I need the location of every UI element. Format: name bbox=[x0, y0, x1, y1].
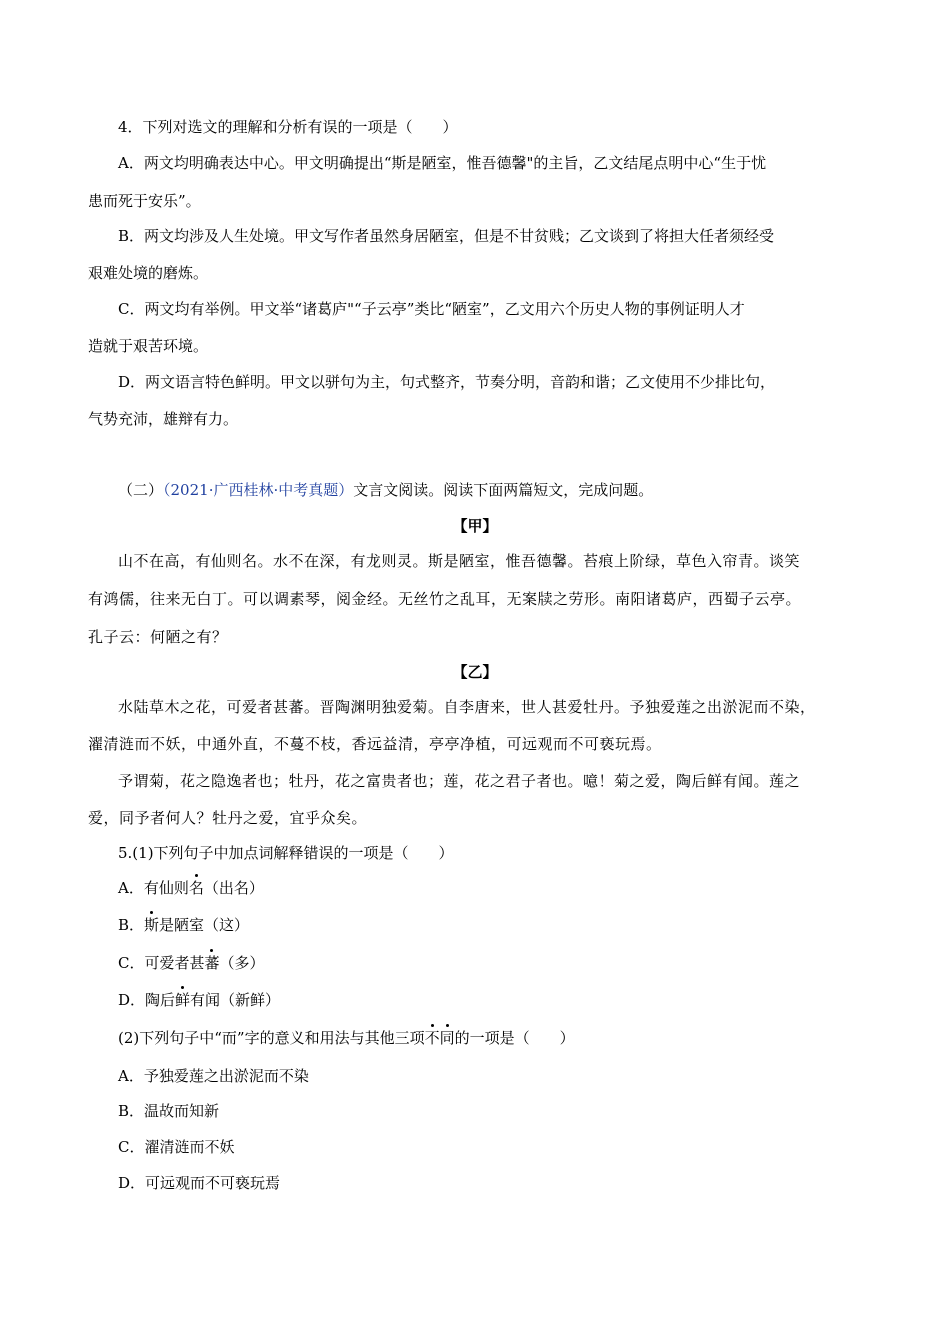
dotted-word: 同 bbox=[439, 1029, 455, 1047]
q5-option-c bbox=[118, 953, 265, 973]
q5-option-d bbox=[118, 990, 280, 1010]
passage-yi-line4: 爱，同予者何人？牡丹之爱，宜乎众矣。 bbox=[88, 809, 368, 827]
q5-part2-option-d: D．可远观而不可亵玩焉 bbox=[118, 1174, 281, 1192]
section-two-intro: 文言文阅读。阅读下面两篇短文，完成问题。 bbox=[353, 481, 654, 499]
q4-option-c-line1: C．两文均有举例。甲文举“诸葛庐"“子云亭”类比“陋室”，乙文用六个历史人物的事例证明人才 bbox=[118, 300, 745, 318]
q5-part2-text: (2)下列句子中“而”字的意义和用法与其他三项 bbox=[118, 1029, 425, 1047]
section-two-prefix: （二） bbox=[118, 481, 164, 499]
passage-yi-line1: 水陆草木之花，可爱者甚蕃。晋陶渊明独爱菊。自李唐来，世人甚爱牡丹。予独爱莲之出淤泥而不染， bbox=[118, 698, 816, 716]
q4-option-a-line1: A．两文均明确表达中心。甲文明确提出“斯是陋室，惟吾德馨"的主旨，乙文结尾点明中心“生于忧 bbox=[118, 154, 767, 172]
dotted-word: 鲜 bbox=[175, 991, 191, 1009]
q5-part1-stem: 5.(1)下列句子中加点词解释错误的一项是（ ） bbox=[118, 844, 454, 862]
q5-part2-option-b: B．温故而知新 bbox=[118, 1102, 220, 1120]
passage-yi-line3: 予谓菊，花之隐逸者也；牡丹，花之富贵者也；莲，花之君子者也。噫！菊之爱，陶后鲜有闻。莲之 bbox=[118, 772, 801, 790]
q4-option-b-line1: B．两文均涉及人生处境。甲文写作者虽然身居陋室，但是不甘贫贱；乙文谈到了将担大任者须经受 bbox=[118, 227, 775, 245]
dotted-word: 斯 bbox=[144, 916, 160, 934]
passage-yi-title: 【乙】 bbox=[452, 663, 498, 681]
source-citation: （2021·广西桂林·中考真题） bbox=[163, 481, 354, 499]
q5-c-text: C．可爱者甚 bbox=[118, 954, 205, 972]
q5-b-gloss: 是陋室（这） bbox=[159, 916, 250, 934]
q5-c-gloss: （多） bbox=[219, 954, 265, 972]
q4-stem: 4．下列对选文的理解和分析有误的一项是（ ） bbox=[118, 118, 458, 136]
passage-jia-line2: 有鸿儒，往来无白丁。可以调素琴，阅金经。无丝竹之乱耳，无案牍之劳形。南阳诸葛庐，西蜀子云亭。 bbox=[88, 590, 802, 608]
passage-jia-line3: 孔子云：何陋之有？ bbox=[88, 628, 228, 646]
q5-part2-option-a: A．予独爱莲之出淤泥而不染 bbox=[118, 1067, 309, 1085]
passage-yi-line2: 濯清涟而不妖，中通外直，不蔓不枝，香远益清，亭亭净植，可远观而不可亵玩焉。 bbox=[88, 735, 662, 753]
q5-d-gloss: 有闻（新鲜） bbox=[190, 991, 281, 1009]
dotted-word: 不 bbox=[424, 1029, 440, 1047]
q5-b-label: B． bbox=[118, 916, 145, 934]
q5-a-gloss: （出名） bbox=[203, 879, 264, 897]
q5-a-text: A．有仙则 bbox=[118, 879, 189, 897]
q5-part2-end: 的一项是（ ） bbox=[454, 1029, 575, 1047]
q5-part2-stem bbox=[118, 1028, 575, 1048]
q5-option-b bbox=[118, 915, 249, 935]
q4-option-d-line2: 气势充沛，雄辩有力。 bbox=[88, 410, 239, 428]
q4-option-d-line1: D．两文语言特色鲜明。甲文以骈句为主，句式整齐，节奏分明，音韵和谐；乙文使用不少排比句， bbox=[118, 373, 776, 391]
q5-d-text: D．陶后 bbox=[118, 991, 176, 1009]
q4-option-c-line2: 造就于艰苦环境。 bbox=[88, 337, 209, 355]
q5-option-a bbox=[118, 878, 264, 898]
passage-jia-title: 【甲】 bbox=[452, 517, 498, 535]
q4-option-b-line2: 艰难处境的磨炼。 bbox=[88, 264, 209, 282]
section-two-heading bbox=[118, 480, 653, 500]
dotted-word: 蕃 bbox=[204, 954, 220, 972]
q5-part2-option-c: C．濯清涟而不妖 bbox=[118, 1138, 235, 1156]
passage-jia-line1: 山不在高，有仙则名。水不在深，有龙则灵。斯是陋室，惟吾德馨。苔痕上阶绿，草色入帘青。谈笑 bbox=[118, 552, 801, 570]
q4-option-a-line2: 患而死于安乐”。 bbox=[88, 192, 201, 210]
dotted-word: 名 bbox=[188, 879, 204, 897]
